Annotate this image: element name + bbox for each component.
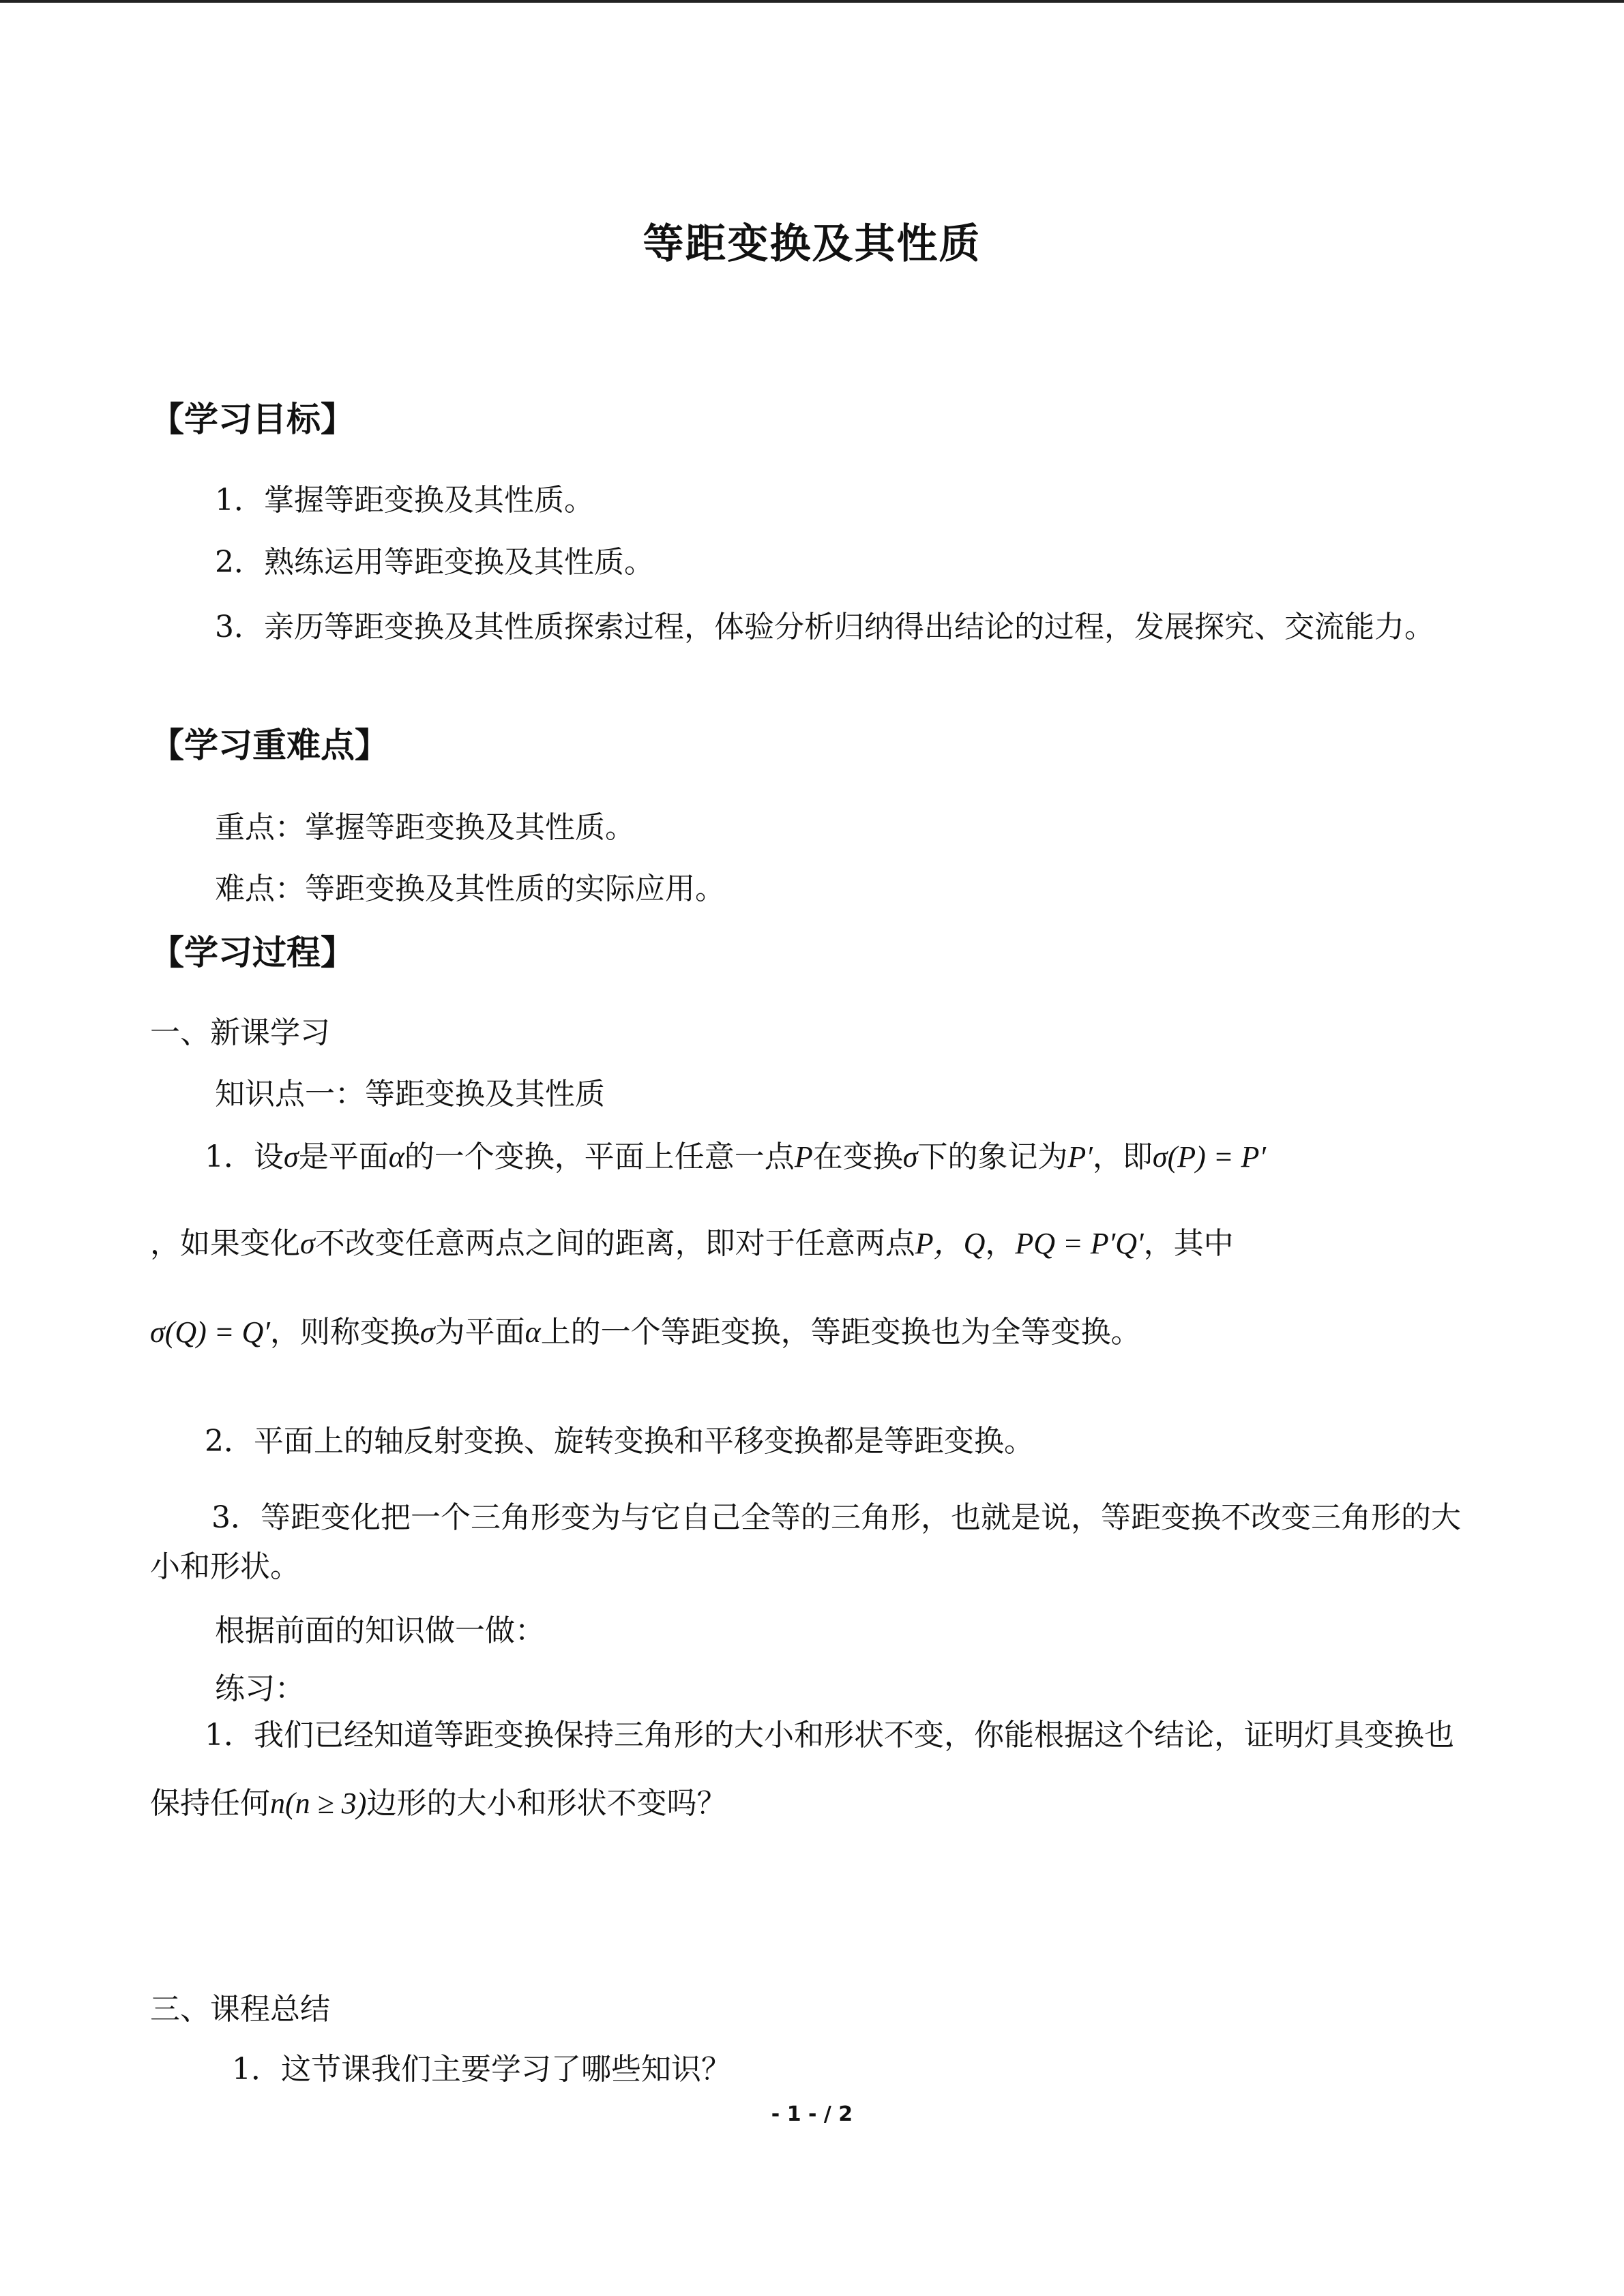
keypoints-heading: 【学习重难点】 <box>150 726 389 765</box>
practice-label: 练习： <box>215 1671 305 1706</box>
objectives-heading: 【学习目标】 <box>150 400 355 439</box>
page-number: - 1 - / 2 <box>771 2102 853 2126</box>
practice-intro: 根据前面的知识做一做： <box>215 1613 545 1648</box>
definition-line-3: σ(Q) = Q′，则称变换σ为平面α上的一个等距变换，等距变换也为全等变换。 <box>150 1315 1141 1350</box>
section-new-lesson: 一、新课学习 <box>150 1015 330 1050</box>
top-border-line <box>0 0 1624 3</box>
knowledge-point-title: 知识点一：等距变换及其性质 <box>215 1077 605 1112</box>
property-3: 3．等距变化把一个三角形变为与它自己全等的三角形，也就是说，等距变换不改变三角形的大小和形状。 <box>150 1500 1461 1584</box>
property-2: 2．平面上的轴反射变换、旋转变换和平移变换都是等距变换。 <box>205 1424 1034 1459</box>
process-heading: 【学习过程】 <box>150 933 355 972</box>
exercise-1: 1．我们已经知道等距变换保持三角形的大小和形状不变，你能根据这个结论，证明灯具变换也保持任何n(n ≥ 3)边形的大小和形状不变吗？ <box>150 1718 1454 1821</box>
difficulty-text: 难点：等距变换及其性质的实际应用。 <box>215 871 725 906</box>
definition-line-1: 1．设σ是平面α的一个变换，平面上任意一点P在变换σ下的象记为P′，即σ(P) = P′ <box>205 1139 1266 1174</box>
focus-text: 重点：掌握等距变换及其性质。 <box>215 810 635 845</box>
page-title: 等距变换及其性质 <box>643 220 981 268</box>
objective-item-3: 3．亲历等距变换及其性质探索过程，体验分析归纳得出结论的过程，发展探究、交流能力。 <box>215 610 1434 644</box>
objective-item-2: 2．熟练运用等距变换及其性质。 <box>215 545 654 580</box>
section-summary: 三、课程总结 <box>150 1992 330 2027</box>
objective-item-1: 1．掌握等距变换及其性质。 <box>215 483 594 518</box>
summary-question-1: 1．这节课我们主要学习了哪些知识？ <box>232 2052 731 2087</box>
definition-line-2: ，如果变化σ不改变任意两点之间的距离，即对于任意两点P，Q，PQ = P′Q′，其中 <box>150 1226 1234 1261</box>
